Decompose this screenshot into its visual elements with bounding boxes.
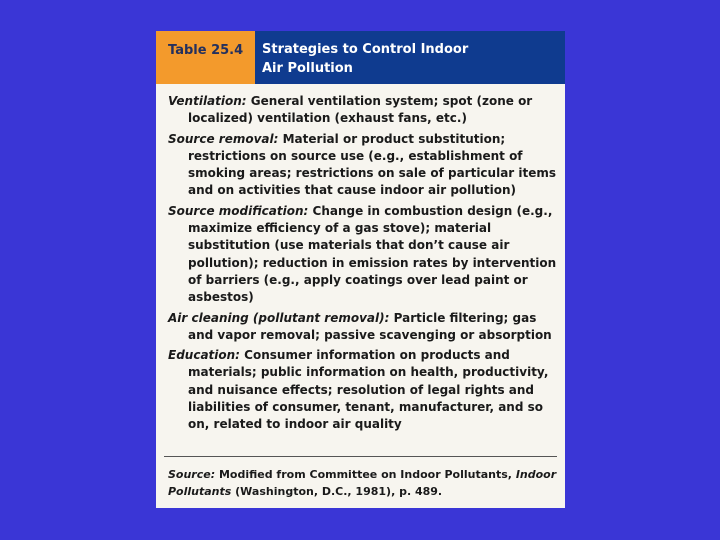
table-title: Strategies to Control Indoor Air Pollution [255, 31, 565, 84]
strategy-term: Ventilation: [168, 94, 247, 108]
strategy-entry-ventilation [168, 93, 560, 128]
divider [164, 456, 557, 457]
strategy-entry-source-modification [168, 203, 560, 307]
source-note [168, 466, 560, 500]
strategy-term: Education: [168, 348, 240, 363]
strategy-text: General ventilation system; spot (zone or localized) ventilation (exhaust fans, etc.) [188, 94, 533, 126]
table-header [156, 31, 565, 84]
source-label: Source: [168, 468, 216, 481]
strategy-term: Source modification: [168, 203, 309, 218]
strategy-text: Material or product substitution; restrictions on source use (e.g., establishment of smoking areas; restrictions on sale of particular items and on activities that cause indoor air pollution) [188, 131, 557, 198]
strategy-text: Particle filtering; gas and vapor removal; passive scavenging or absorption [188, 310, 552, 342]
strategy-entry-source-removal [168, 131, 560, 200]
source-text: Modified from Committee on Indoor Pollutants, [218, 468, 512, 481]
source-book-title: Indoor Pollutants [168, 468, 557, 498]
table-number: Table 25.4 [156, 31, 255, 84]
strategy-list [168, 93, 560, 437]
table-card [156, 31, 565, 508]
strategy-term: Source removal: [168, 131, 279, 146]
strategy-entry-air-cleaning [168, 310, 560, 345]
source-details: (Washington, D.C., 1981), p. 489. [235, 485, 443, 498]
strategy-text: Change in combustion design (e.g., maximize efficiency of a gas stove); material substitution (use materials that don’t cause air pollution); reduction in emission rates by intervention of barriers (e.g., apply coatings over lead paint or asbestos) [188, 203, 557, 305]
strategy-entry-education [168, 347, 560, 433]
strategy-text: Consumer information on products and materials; public information on health, productivity, and nuisance effects; resolution of legal rights and liabilities of consumer, tenant, manufacturer, and so on, related to indoor air quality [188, 348, 549, 432]
strategy-term: Air cleaning (pollutant removal): [168, 310, 390, 325]
